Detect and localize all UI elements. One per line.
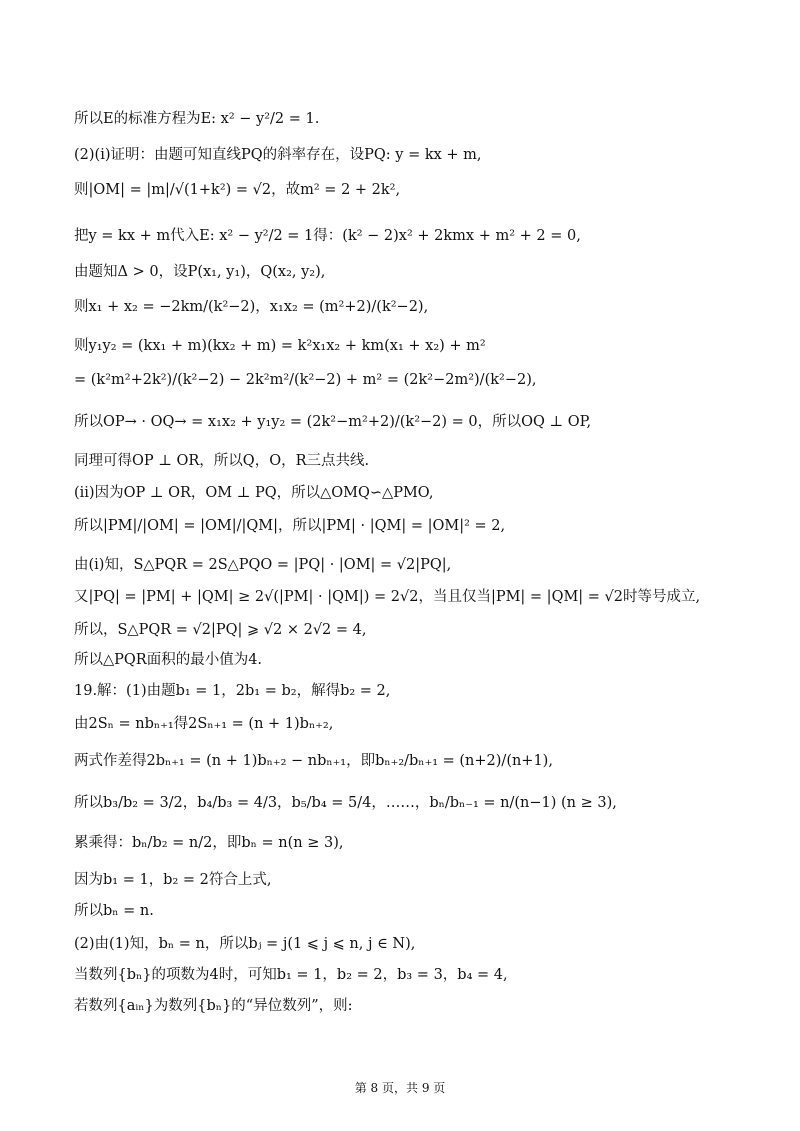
text-line: 累乘得：bₙ/b₂ = n/2，即bₙ = n(n ≥ 3), [74,835,344,851]
text-line: 所以，S△PQR = √2|PQ| ⩾ √2 × 2√2 = 4, [74,622,367,638]
text-line: 因为b₁ = 1，b₂ = 2符合上式, [74,872,272,888]
text-line: (ii)因为OP ⊥ OR，OM ⊥ PQ，所以△OMQ∽△PMO, [74,485,434,501]
text-line: 19.解：(1)由题b₁ = 1，2b₁ = b₂，解得b₂ = 2, [74,683,391,699]
text-line: 所以△PQR面积的最小值为4. [74,652,263,668]
text-line: 由题知Δ > 0，设P(x₁, y₁)，Q(x₂, y₂), [74,264,326,280]
text-line: (2)(i)证明：由题可知直线PQ的斜率存在，设PQ: y = kx + m, [74,147,482,163]
text-line: 当数列{bₙ}的项数为4时，可知b₁ = 1，b₂ = 2，b₃ = 3，b₄ = 4, [74,967,508,983]
text-line: 两式作差得2bₙ₊₁ = (n + 1)bₙ₊₂ − nbₙ₊₁，即bₙ₊₂/bₙ₊₁ = (n+2)/(n+1), [74,753,553,769]
page-footer: 第 8 页，共 9 页 [354,1081,446,1095]
text-line: 若数列{aᵢₙ}为数列{bₙ}的“异位数列”，则: [74,998,353,1014]
text-line: 所以E的标准方程为E: x² − y²/2 = 1. [74,111,320,127]
text-line: 又|PQ| = |PM| + |QM| ≥ 2√(|PM| · |QM|) = 2√2，当且仅当|PM| = |QM| = √2时等号成立, [74,589,701,605]
text-line: 所以bₙ = n. [74,903,154,919]
text-line: 所以b₃/b₂ = 3/2，b₄/b₃ = 4/3，b₅/b₄ = 5/4，……，bₙ/bₙ₋₁ = n/(n−1) (n ≥ 3), [74,795,617,811]
text-line: 所以|PM|/|OM| = |OM|/|QM|，所以|PM| · |QM| = |OM|² = 2, [74,518,506,534]
text-line: 由(i)知，S△PQR = 2S△PQO = |PQ| · |OM| = √2|PQ|, [74,557,452,573]
text-line: 把y = kx + m代入E: x² − y²/2 = 1得：(k² − 2)x² + 2kmx + m² + 2 = 0, [74,228,581,244]
text-line: (2)由(1)知，bₙ = n，所以bⱼ = j(1 ⩽ j ⩽ n, j ∈ N), [74,936,416,952]
text-line: = (k²m²+2k²)/(k²−2) − 2k²m²/(k²−2) + m² = (2k²−2m²)/(k²−2), [74,372,537,388]
text-line: 则|OM| = |m|/√(1+k²) = √2，故m² = 2 + 2k², [74,182,401,198]
text-line: 同理可得OP ⊥ OR，所以Q，O，R三点共线. [74,453,370,469]
text-line: 由2Sₙ = nbₙ₊₁得2Sₙ₊₁ = (n + 1)bₙ₊₂, [74,716,334,732]
text-line: 所以OP→ · OQ→ = x₁x₂ + y₁y₂ = (2k²−m²+2)/(k²−2) = 0，所以OQ ⊥ OP, [74,414,592,430]
text-line: 则y₁y₂ = (kx₁ + m)(kx₂ + m) = k²x₁x₂ + km(x₁ + x₂) + m² [74,338,486,354]
text-line: 则x₁ + x₂ = −2km/(k²−2)，x₁x₂ = (m²+2)/(k²−2), [74,299,429,315]
